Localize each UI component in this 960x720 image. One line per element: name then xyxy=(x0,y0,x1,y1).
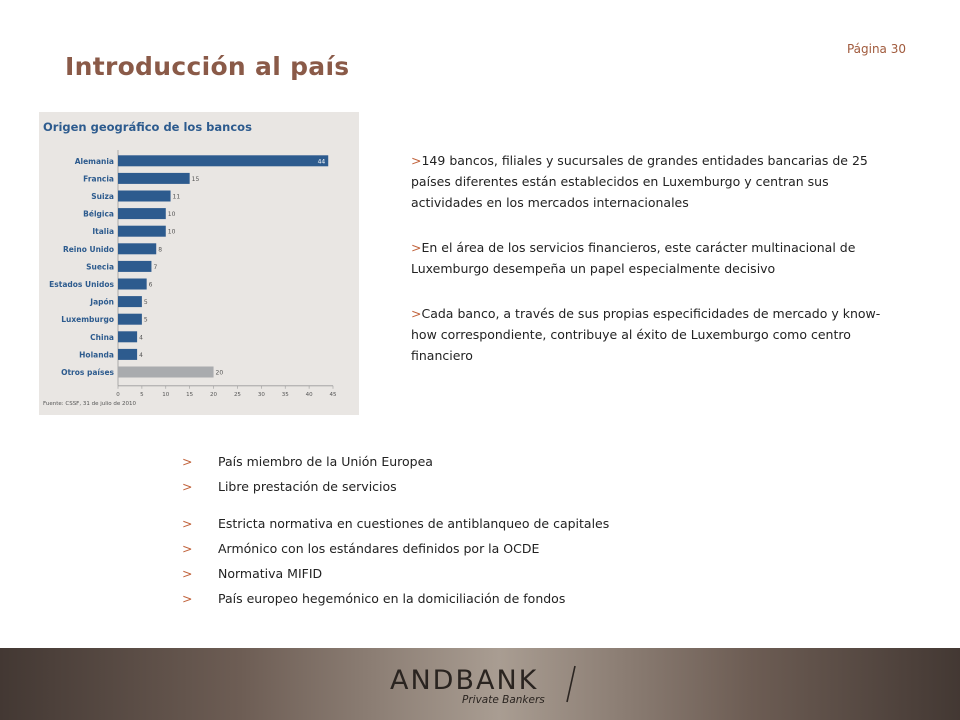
footer-band xyxy=(0,648,960,720)
x-tick-label: 30 xyxy=(257,391,265,398)
category-label: Alemania xyxy=(74,156,114,166)
andbank-logo xyxy=(390,666,570,716)
x-tick-label: 35 xyxy=(281,391,289,398)
bar xyxy=(118,173,190,184)
data-label: 10 xyxy=(167,228,176,236)
bar xyxy=(118,261,151,272)
category-label: Bélgica xyxy=(83,209,114,219)
x-tick-label: 10 xyxy=(162,391,170,398)
category-label: Luxemburgo xyxy=(61,315,114,325)
intro-paragraph xyxy=(411,303,881,366)
category-label: Suiza xyxy=(91,192,114,201)
list-item-text: Libre prestación de servicios xyxy=(218,479,397,494)
category-label: Reino Unido xyxy=(62,244,114,254)
intro-paragraph-text: En el área de los servicios financieros, este carácter multinacional de Luxemburgo desempeña un papel especialmente decisivo xyxy=(411,240,856,276)
x-tick-label: 15 xyxy=(186,391,194,398)
intro-paragraph xyxy=(411,237,881,279)
bar xyxy=(118,279,147,290)
bar xyxy=(118,331,137,342)
data-label: 10 xyxy=(167,211,176,219)
bar xyxy=(118,367,214,378)
data-label: 5 xyxy=(143,299,148,307)
bank-origin-chart-svg xyxy=(39,112,359,415)
list-item xyxy=(182,589,609,614)
x-tick-label: 25 xyxy=(233,391,241,398)
page-number: Página 30 xyxy=(846,42,906,56)
bar xyxy=(118,155,328,166)
x-tick-label: 0 xyxy=(116,391,120,398)
x-tick-label: 20 xyxy=(210,391,218,398)
data-label: 11 xyxy=(172,193,181,201)
bar xyxy=(118,226,166,237)
data-label: 5 xyxy=(143,316,148,324)
category-label: Suecia xyxy=(86,262,114,272)
list-item-text: País miembro de la Unión Europea xyxy=(218,454,433,469)
category-label: Japón xyxy=(90,297,114,307)
x-tick-label: 45 xyxy=(329,391,337,398)
bar xyxy=(118,208,166,219)
bullet-marker: > xyxy=(182,479,193,494)
bullet-marker: > xyxy=(182,516,193,531)
intro-paragraph xyxy=(411,150,881,213)
bullet-marker: > xyxy=(182,566,193,581)
data-label: 6 xyxy=(148,281,153,289)
list-item xyxy=(182,564,609,589)
page-title: Introducción al país xyxy=(65,52,350,81)
category-label: Italia xyxy=(92,227,114,237)
bar xyxy=(118,349,137,360)
data-label: 44 xyxy=(317,158,326,166)
list-item xyxy=(182,477,609,502)
brand-name: ANDBANK xyxy=(390,665,539,696)
brand-tagline: Private Bankers xyxy=(462,694,545,706)
logo-slash-icon xyxy=(565,664,577,704)
data-label: 15 xyxy=(191,175,200,183)
bullet-marker: > xyxy=(182,541,193,556)
x-tick-label: 40 xyxy=(305,391,313,398)
bar xyxy=(118,296,142,307)
bullet-marker: > xyxy=(411,153,422,168)
x-tick-label: 5 xyxy=(140,391,144,398)
bullet-marker: > xyxy=(411,306,422,321)
data-label: 8 xyxy=(158,246,163,254)
list-item-text: Normativa MIFID xyxy=(218,566,323,581)
category-label: Estados Unidos xyxy=(49,280,114,289)
data-label: 4 xyxy=(139,351,143,359)
chart-title: Origen geográfico de los bancos xyxy=(43,120,252,134)
category-label: Francia xyxy=(83,174,114,184)
list-item xyxy=(182,452,609,477)
list-item-text: País europeo hegemónico en la domiciliación de fondos xyxy=(218,591,566,606)
feature-list xyxy=(182,452,609,614)
bullet-marker: > xyxy=(182,591,193,606)
bar xyxy=(118,314,142,325)
chart-source: Fuente: CSSF, 31 de julio de 2010 xyxy=(43,401,137,407)
bar xyxy=(118,191,171,202)
list-item xyxy=(182,539,609,564)
list-item-text: Armónico con los estándares definidos por la OCDE xyxy=(218,541,540,556)
intro-paragraph-text: Cada banco, a través de sus propias especificidades de mercado y know-how correspondiente, contribuye al éxito de Luxemburgo como centro financiero xyxy=(411,306,881,363)
data-label: 20 xyxy=(215,369,224,377)
intro-text xyxy=(411,150,881,390)
list-item xyxy=(182,514,609,539)
bullet-marker: > xyxy=(411,240,422,255)
bar xyxy=(118,243,156,254)
data-label: 4 xyxy=(139,334,143,342)
data-label: 7 xyxy=(153,263,158,271)
category-label: China xyxy=(90,332,114,342)
intro-paragraph-text: 149 bancos, filiales y sucursales de grandes entidades bancarias de 25 países diferentes están establecidos en Luxemburgo y centran sus actividades en los mercados internacionales xyxy=(411,153,868,210)
bank-origin-chart xyxy=(39,112,359,415)
category-label: Otros países xyxy=(61,368,114,377)
list-item-text: Estricta normativa en cuestiones de antiblanqueo de capitales xyxy=(218,516,610,531)
bullet-marker: > xyxy=(182,454,193,469)
category-label: Holanda xyxy=(79,350,114,360)
